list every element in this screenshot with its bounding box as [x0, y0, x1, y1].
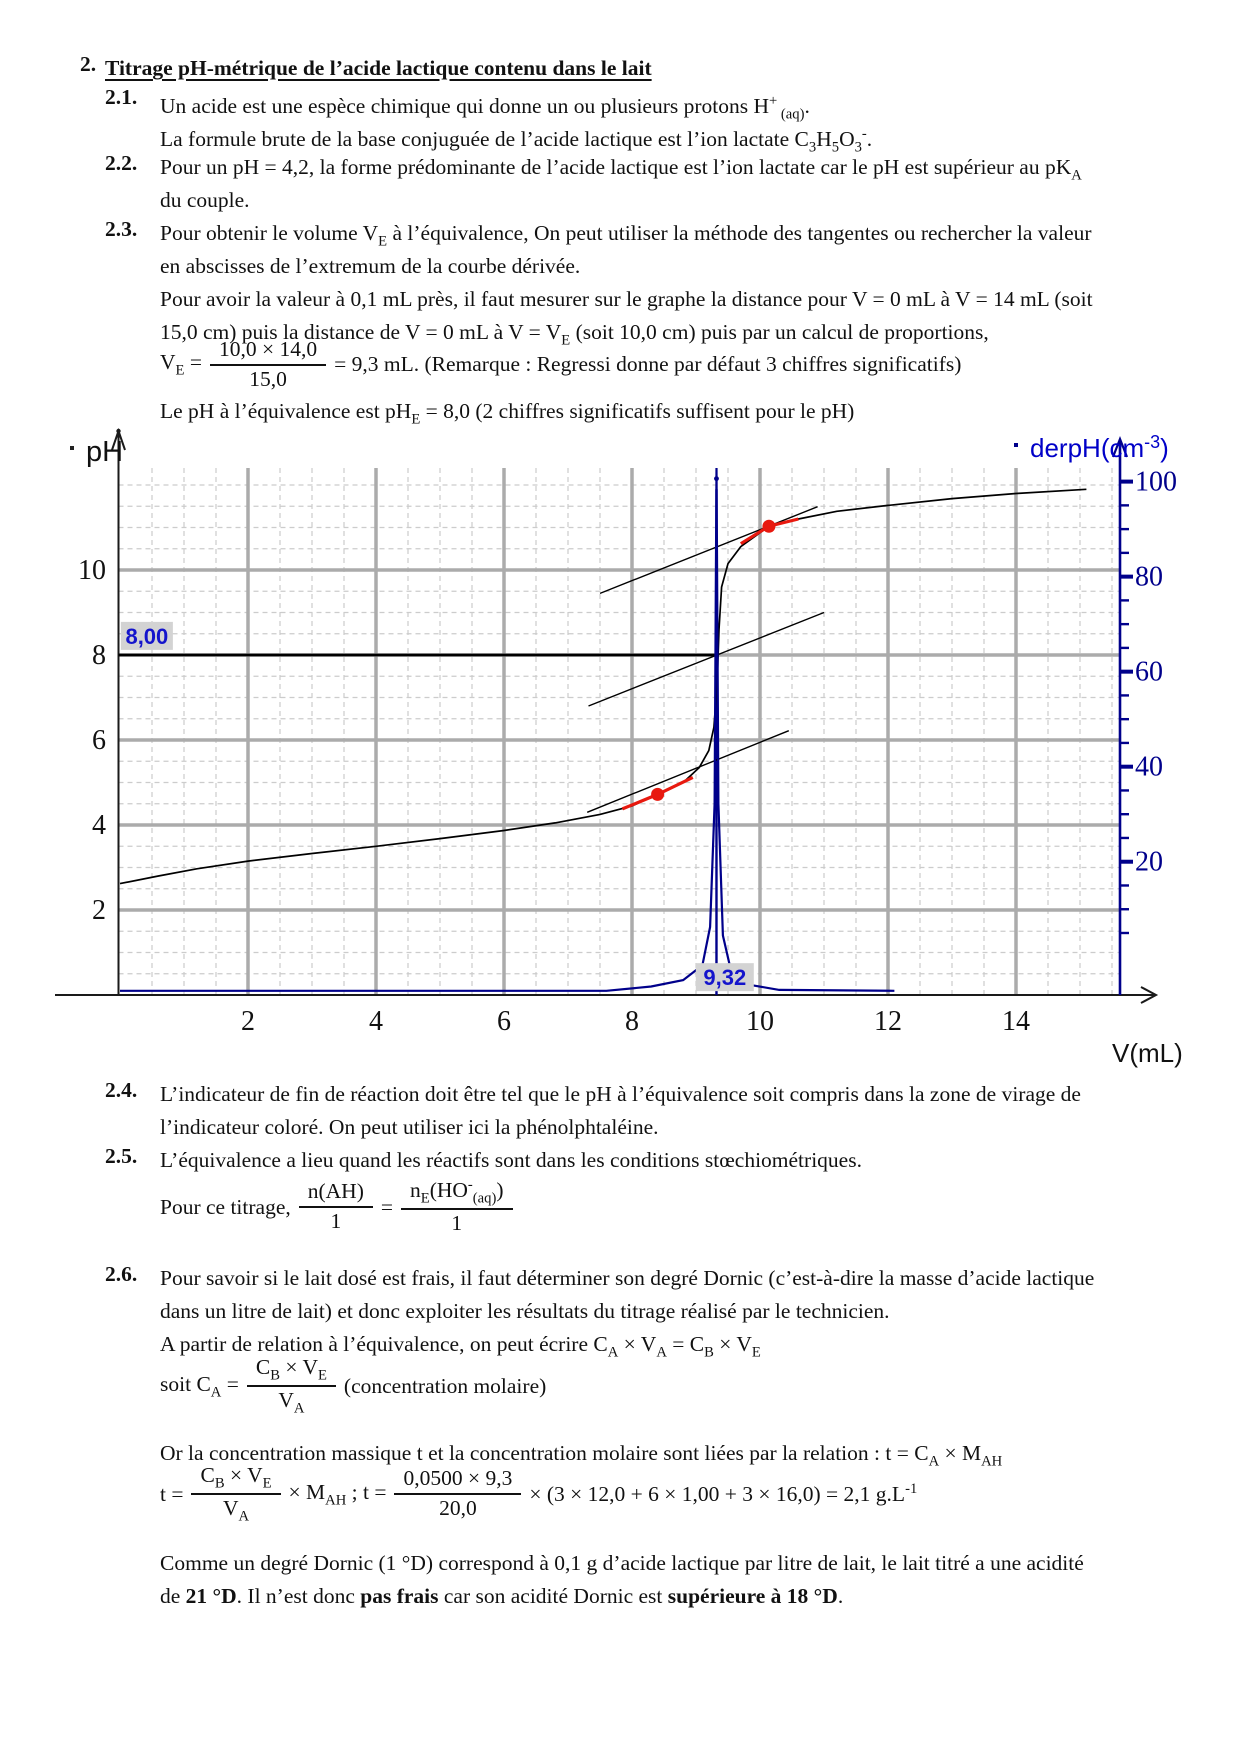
section-number: 2.3.	[105, 217, 138, 241]
fraction-denominator: $V_A$	[278, 1388, 305, 1417]
fraction-denominator: 20,0	[439, 1496, 477, 1521]
titration-chart	[0, 390, 1240, 1080]
svg-text:20: 20	[1135, 846, 1163, 878]
page-title: Titrage pH-métrique de l’acide lactique contenu dans le lait	[105, 56, 652, 80]
equals-sign: =	[380, 1194, 394, 1219]
formula-t	[160, 1462, 917, 1527]
section-number: 2.6.	[105, 1262, 138, 1286]
formula-tail: (concentration molaire)	[343, 1373, 547, 1398]
text-line: dans un litre de lait) et donc exploiter les résultats du titrage réalisé par le technicien.	[160, 1299, 890, 1323]
text-line: l’indicateur coloré. On peut utiliser ici la phénolphtaléine.	[160, 1115, 659, 1139]
fraction	[247, 1354, 336, 1419]
fraction-denominator: 1	[330, 1209, 342, 1234]
equivalence-lines	[119, 476, 719, 995]
section-number: 2.5.	[105, 1144, 138, 1168]
section-heading	[0, 52, 1240, 85]
section-number: 2.1.	[105, 85, 138, 109]
right-axis-ticks	[1120, 467, 1177, 933]
formula-tail: × (3 × 12,0 + 6 × 1,00 + 3 × 16,0) = 2,1 $g.L^{-1}$	[529, 1481, 918, 1507]
svg-text:9,32: 9,32	[703, 965, 747, 991]
tangent-contact-highlight	[622, 519, 798, 809]
svg-text:pH: pH	[86, 436, 124, 468]
text-line: Pour un pH = 4,2, la forme prédominante de l’acide lactique est l’ion lactate car le pH est supérieur au $pK_A$	[160, 155, 1082, 184]
text-line: Pour savoir si le lait dosé est frais, il faut déterminer son degré Dornic (c’est-à-dire la masse d’acide lactique	[160, 1266, 1095, 1290]
section-2-3	[0, 217, 1240, 349]
svg-text:4: 4	[92, 810, 106, 841]
axes	[55, 429, 1156, 1003]
text-line: Le pH à l’équivalence est $pH_E = 8,0$ (2 chiffres significatifs suffisent pour le pH)	[160, 399, 855, 428]
svg-text:12: 12	[874, 1006, 902, 1037]
svg-text:2: 2	[92, 895, 106, 926]
text-line: Un acide est une espèce chimique qui donne un ou plusieurs protons H+ $_{(aq)}$.	[160, 93, 810, 123]
formula-ca	[160, 1354, 546, 1419]
svg-text:100: 100	[1135, 466, 1177, 498]
svg-text:8,00: 8,00	[125, 623, 169, 649]
fraction-denominator: 1	[451, 1211, 463, 1236]
grid-minor	[119, 468, 1121, 995]
svg-text:10: 10	[78, 555, 106, 586]
fraction-numerator: $n_E(HO^-_{(aq)})$	[401, 1176, 512, 1210]
volume-equivalence-label	[696, 963, 754, 991]
svg-text:6: 6	[497, 1006, 511, 1037]
svg-text:8: 8	[92, 640, 106, 671]
derivative-curve	[120, 468, 894, 991]
formula-lead: Pour ce titrage,	[160, 1194, 291, 1219]
tangent-lines	[587, 507, 824, 813]
svg-text:4: 4	[369, 1006, 383, 1037]
formula-tail: = 9,3 mL. (Remarque : Regressi donne par défaut 3 chiffres significatifs)	[334, 352, 962, 377]
section-2-2	[0, 151, 1240, 217]
text-line: Pour avoir la valeur à 0,1 mL près, il faut mesurer sur le graphe la distance pour V = 0 mL à V = 14 mL (soit	[160, 287, 1093, 311]
svg-text:2: 2	[241, 1006, 255, 1037]
equivalence-point-marker	[762, 520, 775, 533]
section-2-3-conclusion	[0, 395, 1240, 428]
svg-text:8: 8	[625, 1006, 639, 1037]
text-line: A partir de relation à l’équivalence, on peut écrire $C_A \times V_A = C_B \times V_E$	[160, 1332, 761, 1361]
fraction-numerator: 10,0 × 14,0	[210, 336, 326, 366]
fraction-numerator: $C_B \times V_E$	[247, 1354, 336, 1387]
section-2-4	[0, 1078, 1240, 1144]
grid-major	[119, 468, 1121, 995]
svg-text:60: 60	[1135, 656, 1163, 688]
text-line: La formule brute de la base conjuguée de l’acide lactique est l’ion lactate $C_3H_5O_3^-$.	[160, 126, 873, 156]
section-2-6	[0, 1262, 1240, 1361]
fraction	[401, 1176, 512, 1238]
formula-ve	[160, 336, 961, 394]
fraction-denominator: 15,0	[249, 366, 287, 391]
text-line: Pour obtenir le volume $V_E$ à l’équivalence, On peut utiliser la méthode des tangentes ou rechercher la valeur	[160, 221, 1092, 250]
svg-text:40: 40	[1135, 751, 1163, 783]
formula-stoichiometry	[160, 1176, 521, 1238]
svg-text:V(mL): V(mL)	[1112, 1038, 1183, 1068]
section-2-6-conclusion	[0, 1547, 1240, 1613]
svg-text:6: 6	[92, 725, 106, 756]
equivalence-point-marker	[651, 788, 664, 801]
fraction-denominator: $V_A$	[222, 1496, 250, 1525]
fraction-numerator: 0,0500 × 9,3	[394, 1465, 521, 1495]
svg-text:derpH(cm-3): $derpH(cm^{-3})$	[1030, 432, 1169, 463]
ph-equivalence-label	[121, 622, 173, 650]
formula-mid: × $M_{AH}$ ; t =	[288, 1479, 387, 1508]
section-2-1	[0, 85, 1240, 156]
text-line: L’équivalence a lieu quand les réactifs sont dans les conditions stœchiométriques.	[160, 1148, 862, 1172]
formula-lead: $V_E$ =	[160, 350, 202, 379]
text-line: Or la concentration massique t et la concentration molaire sont liées par la relation : $t = C_A \times M_{AH}$	[160, 1441, 1003, 1470]
svg-text:10: 10	[746, 1006, 774, 1037]
formula-lead: soit $C_A$ =	[160, 1371, 239, 1400]
section-number: 2.4.	[105, 1078, 138, 1102]
heading-number: 2.	[80, 52, 97, 76]
fraction-numerator: n(AH)	[299, 1178, 373, 1208]
fraction	[191, 1462, 280, 1527]
svg-text:80: 80	[1135, 561, 1163, 593]
text-line: du couple.	[160, 188, 250, 212]
text-line: Comme un degré Dornic (1 °D) correspond à 0,1 g d’acide lactique par litre de lait, le lait titré a une acidité	[160, 1551, 1084, 1575]
formula-lead: t =	[160, 1481, 184, 1506]
fraction	[210, 336, 326, 394]
fraction	[394, 1465, 521, 1523]
svg-text:14: 14	[1002, 1006, 1030, 1037]
section-2-5	[0, 1144, 1240, 1177]
section-number: 2.2.	[105, 151, 138, 175]
fraction	[299, 1178, 373, 1236]
text-line: en abscisses de l’extremum de la courbe dérivée.	[160, 254, 581, 278]
fraction-numerator: $C_B \times V_E$	[191, 1462, 280, 1495]
text-line: de 21 °D. Il n’est donc pas frais car son acidité Dornic est supérieure à 18 °D.	[160, 1584, 844, 1608]
text-line: 15,0 cm) puis la distance de V = 0 mL à $V = V_E$ (soit 10,0 cm) puis par un calcul de proportions,	[160, 320, 989, 349]
titration-chart-svg	[0, 390, 1240, 1080]
text-line: L’indicateur de fin de réaction doit être tel que le pH à l’équivalence soit compris dans la zone de virage de	[160, 1082, 1081, 1106]
